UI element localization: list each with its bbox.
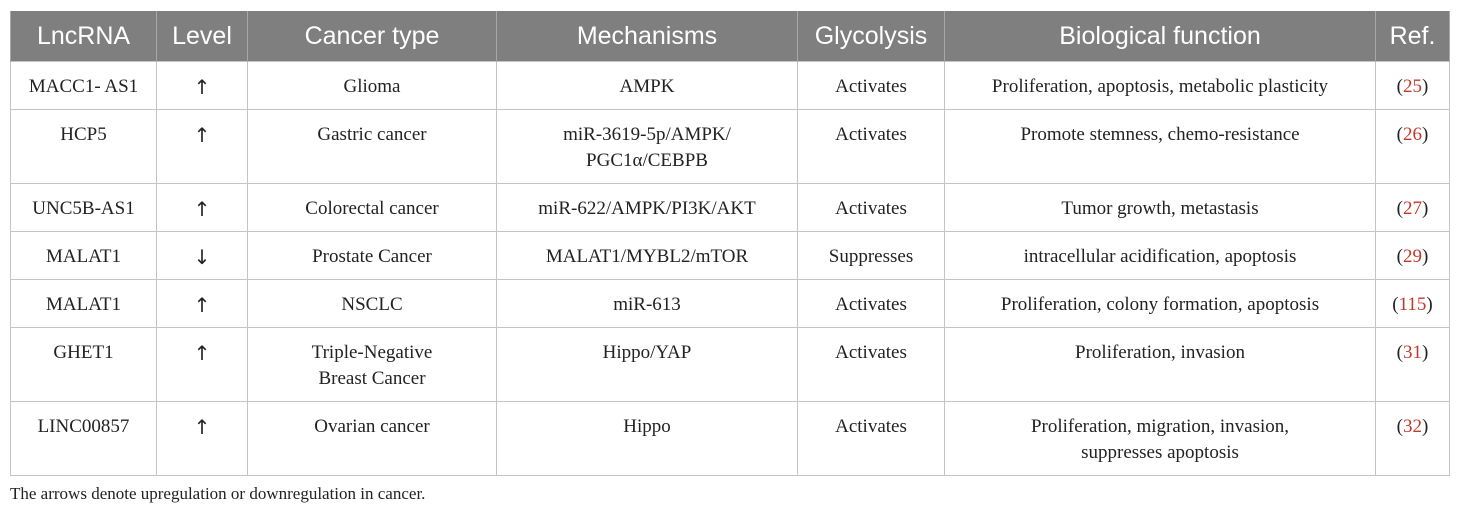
header-biological-function: Biological function — [945, 11, 1376, 62]
ref-close-paren: ) — [1422, 246, 1429, 267]
cell-cancer-type-line: Gastric cancer — [317, 124, 427, 145]
cell-cancer-type — [248, 232, 497, 280]
ref-link[interactable]: 25 — [1403, 76, 1422, 97]
cell-biological-function — [945, 328, 1376, 402]
cell-ref — [1376, 402, 1450, 476]
table-footnote: The arrows denote upregulation or downregulation in cancer. — [10, 484, 426, 503]
cell-mechanisms — [497, 232, 798, 280]
ref-close-paren: ) — [1422, 124, 1429, 145]
table-row — [11, 328, 1450, 402]
table-row — [11, 184, 1450, 232]
cell-mechanisms-line: Hippo — [623, 416, 671, 437]
ref-close-paren: ) — [1422, 342, 1429, 363]
header-row — [11, 11, 1450, 62]
header-ref: Ref. — [1376, 11, 1450, 62]
ref-close-paren: ) — [1422, 76, 1429, 97]
cell-glycolysis: Suppresses — [798, 232, 945, 280]
cell-cancer-type-line: Breast Cancer — [318, 368, 426, 389]
table-row — [11, 62, 1450, 110]
cell-glycolysis: Activates — [798, 280, 945, 328]
cell-level: ↑ — [157, 184, 248, 232]
header-mechanisms: Mechanisms — [497, 11, 798, 62]
cell-cancer-type-line: Prostate Cancer — [312, 246, 432, 267]
cell-cancer-type-line: Colorectal cancer — [305, 198, 439, 219]
table-header — [11, 11, 1450, 62]
ref-open-paren: ( — [1396, 246, 1403, 267]
cell-mechanisms — [497, 280, 798, 328]
ref-link[interactable]: 29 — [1403, 246, 1422, 267]
header-glycolysis: Glycolysis — [798, 11, 945, 62]
cell-biological-function — [945, 232, 1376, 280]
table-row — [11, 280, 1450, 328]
cell-cancer-type-line: NSCLC — [341, 294, 403, 315]
cell-level: ↑ — [157, 110, 248, 184]
cell-glycolysis: Activates — [798, 402, 945, 476]
cell-ref — [1376, 232, 1450, 280]
cell-level: ↓ — [157, 232, 248, 280]
cell-biological-function-line: Promote stemness, chemo-resistance — [1020, 124, 1300, 145]
cell-cancer-type — [248, 328, 497, 402]
header-level: Level — [157, 11, 248, 62]
ref-link[interactable]: 115 — [1398, 294, 1427, 315]
cell-mechanisms — [497, 402, 798, 476]
cell-lncrna: HCP5 — [11, 110, 157, 184]
ref-close-paren: ) — [1422, 416, 1429, 437]
cell-lncrna: LINC00857 — [11, 402, 157, 476]
cell-biological-function — [945, 402, 1376, 476]
ref-link[interactable]: 27 — [1403, 198, 1422, 219]
cell-biological-function-line: Proliferation, colony formation, apoptosis — [1000, 294, 1320, 315]
cell-cancer-type — [248, 110, 497, 184]
table-row — [11, 402, 1450, 476]
cell-ref — [1376, 110, 1450, 184]
cell-mechanisms-line: AMPK — [619, 76, 675, 97]
cell-glycolysis: Activates — [798, 62, 945, 110]
cell-cancer-type — [248, 184, 497, 232]
cell-mechanisms-line: miR-613 — [613, 294, 681, 315]
cell-glycolysis: Activates — [798, 184, 945, 232]
cell-cancer-type-line: Glioma — [343, 76, 401, 97]
cell-mechanisms-line: MALAT1/MYBL2/mTOR — [545, 246, 749, 267]
cell-ref — [1376, 62, 1450, 110]
cell-mechanisms-line: PGC1α/CEBPB — [586, 150, 708, 171]
ref-link[interactable]: 26 — [1403, 124, 1422, 145]
ref-open-paren: ( — [1396, 198, 1403, 219]
cell-mechanisms — [497, 62, 798, 110]
header-cancer-type: Cancer type — [248, 11, 497, 62]
ref-open-paren: ( — [1392, 294, 1399, 315]
cell-mechanisms — [497, 184, 798, 232]
ref-open-paren: ( — [1396, 416, 1403, 437]
cell-mechanisms — [497, 328, 798, 402]
cell-lncrna: MALAT1 — [11, 280, 157, 328]
cell-ref — [1376, 280, 1450, 328]
data-table-container — [10, 11, 1449, 476]
cell-biological-function-line: Tumor growth, metastasis — [1061, 198, 1259, 219]
ref-close-paren: ) — [1426, 294, 1433, 315]
cell-cancer-type — [248, 62, 497, 110]
cell-lncrna: MACC1- AS1 — [11, 62, 157, 110]
cell-biological-function-line: Proliferation, migration, invasion, — [1030, 416, 1290, 437]
header-lncrna: LncRNA — [11, 11, 157, 62]
cell-lncrna: UNC5B-AS1 — [11, 184, 157, 232]
table-row — [11, 232, 1450, 280]
cell-biological-function — [945, 110, 1376, 184]
cell-cancer-type — [248, 280, 497, 328]
cell-biological-function-line: suppresses apoptosis — [1081, 442, 1239, 463]
ref-close-paren: ) — [1422, 198, 1429, 219]
cell-lncrna: MALAT1 — [11, 232, 157, 280]
cell-glycolysis: Activates — [798, 328, 945, 402]
cell-level: ↑ — [157, 62, 248, 110]
cell-cancer-type-line: Ovarian cancer — [314, 416, 430, 437]
cell-mechanisms-line: Hippo/YAP — [602, 342, 692, 363]
cell-biological-function-line: Proliferation, invasion — [1075, 342, 1245, 363]
cell-biological-function — [945, 184, 1376, 232]
cell-level: ↑ — [157, 402, 248, 476]
cell-lncrna: GHET1 — [11, 328, 157, 402]
cell-mechanisms — [497, 110, 798, 184]
cell-biological-function-line: intracellular acidification, apoptosis — [1023, 246, 1297, 267]
lncrna-table — [10, 11, 1450, 476]
ref-open-paren: ( — [1396, 342, 1403, 363]
ref-open-paren: ( — [1396, 76, 1403, 97]
cell-biological-function-line: Proliferation, apoptosis, metabolic plasticity — [991, 76, 1329, 97]
ref-link[interactable]: 31 — [1403, 342, 1422, 363]
cell-cancer-type — [248, 402, 497, 476]
cell-mechanisms-line: miR-3619-5p/AMPK/ — [563, 124, 731, 145]
ref-link[interactable]: 32 — [1403, 416, 1422, 437]
cell-ref — [1376, 184, 1450, 232]
table-row — [11, 110, 1450, 184]
cell-biological-function — [945, 62, 1376, 110]
cell-ref — [1376, 328, 1450, 402]
ref-open-paren: ( — [1396, 124, 1403, 145]
cell-level: ↑ — [157, 328, 248, 402]
cell-biological-function — [945, 280, 1376, 328]
table-body — [11, 62, 1450, 476]
cell-cancer-type-line: Triple-Negative — [311, 342, 433, 363]
cell-level: ↑ — [157, 280, 248, 328]
cell-mechanisms-line: miR-622/AMPK/PI3K/AKT — [538, 198, 756, 219]
cell-glycolysis: Activates — [798, 110, 945, 184]
